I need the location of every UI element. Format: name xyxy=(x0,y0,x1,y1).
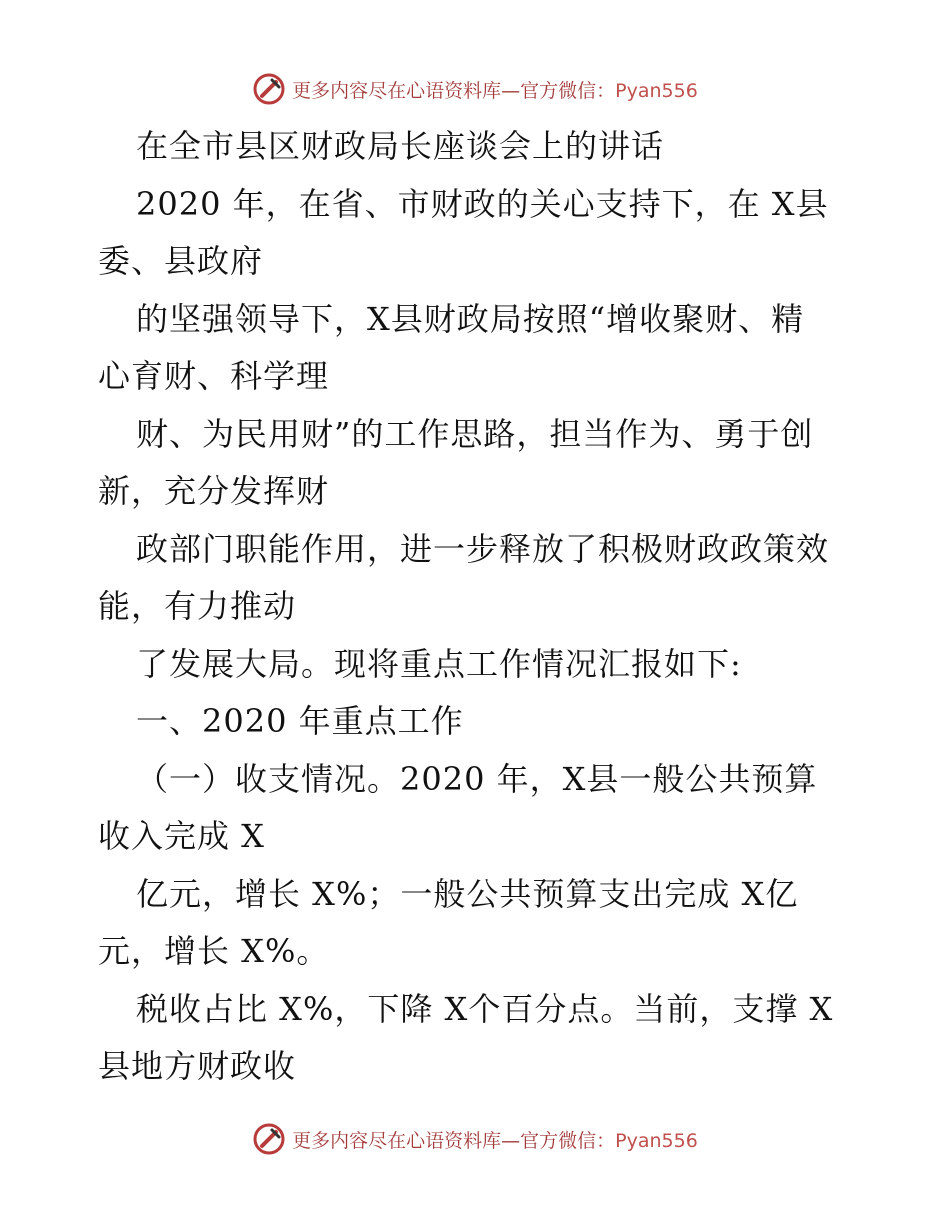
header-banner xyxy=(0,72,950,106)
banner-text: 更多内容尽在心语资料库—官方微信：Pyan556 xyxy=(292,1129,698,1152)
paragraph-line: 财、为民用财”的工作思路，担当作为、勇于创 xyxy=(136,414,814,453)
banner-handle: Pyan556 xyxy=(615,1129,698,1152)
paragraph-line: 了发展大局。现将重点工作情况汇报如下: xyxy=(136,644,742,683)
section-heading: 一、2020 年重点工作 xyxy=(136,702,464,740)
paragraph-line: 能，有力推动 xyxy=(98,587,297,625)
paragraph-line: （一）收支情况。2020 年，X县一般公共预算 xyxy=(136,759,818,798)
paragraph-line: 心育财、科学理 xyxy=(98,357,330,395)
paragraph-line: 2020 年，在省、市财政的关心支持下，在 X县 xyxy=(136,184,829,223)
paragraph-line: 委、县政府 xyxy=(98,242,264,280)
paragraph-line: 税收占比 X%，下降 X个百分点。当前，支撑 X xyxy=(136,989,834,1028)
paragraph-line: 县地方财政收 xyxy=(98,1047,297,1085)
paragraph-line: 的坚强领导下，X县财政局按照“增收聚财、精 xyxy=(136,299,805,338)
logo-icon xyxy=(252,72,286,106)
paragraph-line: 收入完成 X xyxy=(98,817,265,855)
footer-banner xyxy=(0,1122,950,1156)
paragraph-line: 新，充分发挥财 xyxy=(98,472,330,510)
paragraph-line: 政部门职能作用，进一步释放了积极财政政策效 xyxy=(136,529,830,568)
paragraph-line: 亿元，增长 X%；一般公共预算支出完成 X亿 xyxy=(136,874,799,913)
paragraph-line: 元，增长 X%。 xyxy=(98,932,330,970)
document-body xyxy=(98,118,858,1096)
banner-text: 更多内容尽在心语资料库—官方微信：Pyan556 xyxy=(292,79,698,102)
logo-icon xyxy=(252,1122,286,1156)
banner-handle: Pyan556 xyxy=(615,79,698,102)
document-title: 在全市县区财政局长座谈会上的讲话 xyxy=(136,127,665,165)
